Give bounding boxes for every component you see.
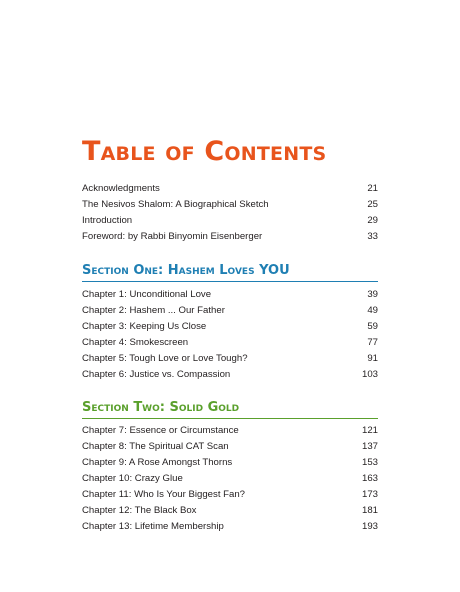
entry-page-number: 193 [361, 521, 378, 532]
entry-label: Acknowledgments [82, 183, 160, 194]
front-matter-list [82, 181, 378, 245]
section-one-heading: Section One: Hashem Loves YOU [82, 262, 378, 282]
entry-label: Chapter 10: Crazy Glue [82, 473, 183, 484]
toc-entry[interactable] [82, 229, 378, 245]
entry-label: Introduction [82, 215, 133, 226]
entry-label: Chapter 9: A Rose Amongst Thorns [82, 457, 233, 468]
entry-label: Chapter 6: Justice vs. Compassion [82, 369, 231, 380]
entry-label: Chapter 4: Smokescreen [82, 337, 189, 348]
toc-entry[interactable] [82, 423, 378, 439]
toc-entry[interactable] [82, 455, 378, 471]
toc-entry[interactable] [82, 519, 378, 535]
entry-label: Chapter 12: The Black Box [82, 505, 197, 516]
toc-entry[interactable] [82, 197, 378, 213]
entry-page-number: 29 [367, 215, 378, 226]
entry-label: The Nesivos Shalom: A Biographical Sketch [82, 199, 269, 210]
section-one-chapter-list [82, 287, 378, 383]
entry-label: Chapter 7: Essence or Circumstance [82, 425, 239, 436]
toc-entry[interactable] [82, 351, 378, 367]
toc-entry[interactable] [82, 471, 378, 487]
entry-label: Chapter 1: Unconditional Love [82, 289, 212, 300]
entry-page-number: 33 [367, 231, 378, 242]
toc-entry[interactable] [82, 439, 378, 455]
toc-entry[interactable] [82, 487, 378, 503]
entry-page-number: 91 [367, 353, 378, 364]
entry-label: Foreword: by Rabbi Binyomin Eisenberger [82, 231, 263, 242]
toc-page [82, 0, 378, 592]
entry-label: Chapter 3: Keeping Us Close [82, 321, 207, 332]
toc-entry[interactable] [82, 181, 378, 197]
entry-page-number: 25 [367, 199, 378, 210]
section-two-chapter-list [82, 423, 378, 535]
entry-page-number: 173 [361, 489, 378, 500]
toc-entry[interactable] [82, 367, 378, 383]
toc-entry[interactable] [82, 335, 378, 351]
toc-entry[interactable] [82, 503, 378, 519]
entry-page-number: 163 [361, 473, 378, 484]
toc-entry[interactable] [82, 287, 378, 303]
entry-page-number: 59 [367, 321, 378, 332]
entry-label: Chapter 11: Who Is Your Biggest Fan? [82, 489, 246, 500]
entry-page-number: 181 [361, 505, 378, 516]
page-title: Table of Contents [82, 136, 327, 167]
entry-page-number: 137 [361, 441, 378, 452]
section-two-heading: Section Two: Solid Gold [82, 399, 378, 419]
entry-label: Chapter 13: Lifetime Membership [82, 521, 224, 532]
entry-page-number: 121 [361, 425, 378, 436]
entry-page-number: 77 [367, 337, 378, 348]
toc-entry[interactable] [82, 213, 378, 229]
toc-entry[interactable] [82, 319, 378, 335]
toc-entry[interactable] [82, 303, 378, 319]
entry-label: Chapter 8: The Spiritual CAT Scan [82, 441, 229, 452]
entry-label: Chapter 5: Tough Love or Love Tough? [82, 353, 248, 364]
entry-page-number: 153 [361, 457, 378, 468]
entry-page-number: 39 [367, 289, 378, 300]
entry-page-number: 103 [361, 369, 378, 380]
entry-page-number: 21 [367, 183, 378, 194]
entry-label: Chapter 2: Hashem ... Our Father [82, 305, 225, 316]
entry-page-number: 49 [367, 305, 378, 316]
